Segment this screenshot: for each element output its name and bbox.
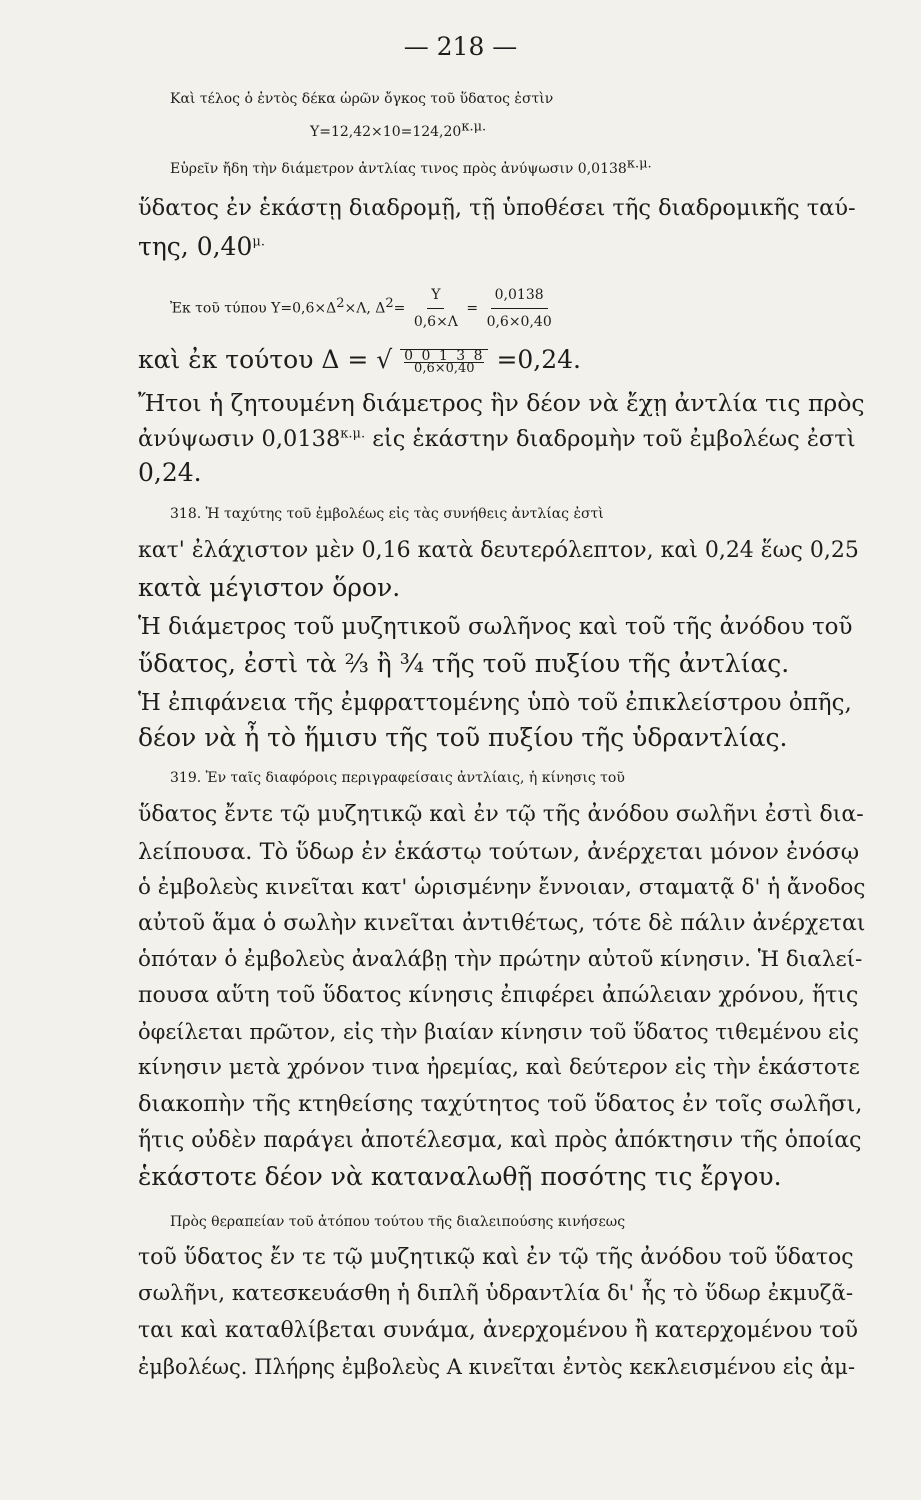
text-span: εἰς ἑκάστην διαδρομὴν τοῦ ἐμβολέως ἐστὶ [365,426,856,452]
text-line: ται καὶ καταθλίβεται συνάμα, ἀνερχομένου ἢ κατερχομένου τοῦ [138,1318,858,1343]
text-line: δέον νὰ ἦ τὸ ἥμισυ τῆς τοῦ πυξίου τῆς ὑδραντλίας. [138,723,788,752]
text-line: ἐμβολέως. Πλήρης ἐμβολεὺς Α κινεῖται ἐντὸς κεκλεισμένου εἰς ἀμ- [138,1355,856,1379]
text-line: ὀφείλεται πρῶτον, εἰς τὴν βιαίαν κίνησιν τοῦ ὕδατος τιθεμένου εἰς [138,1020,859,1044]
radicand [400,349,488,375]
radicand-denominator: 0,6×0,40 [414,360,475,376]
text-line: κατὰ μέγιστον ὅρον. [138,573,401,602]
text-line: Ἡ διάμετρος τοῦ μυζητικοῦ σωλῆνος καὶ τοῦ τῆς ἀνόδου τοῦ [138,614,853,640]
formula-root [138,345,856,375]
page-number: — 218 — [403,32,518,61]
text-line: διακοπὴν τῆς κτηθείσης ταχύτητος τοῦ ὕδατος ἐν τοῖς σωλῆσι, [138,1091,863,1117]
radicand-numerator: 0 0 1 3 8 [404,347,485,364]
fraction [483,282,556,335]
exponent: 2 [385,295,394,311]
formula-text: καὶ ἐκ τούτου Δ = √ [138,345,393,374]
text-line: κατ' ἐλάχιστον μὲν 0,16 κατὰ δευτερόλεπτον, καὶ 0,24 ἕως 0,25 [138,538,859,563]
text-line: ὁ ἐμβολεὺς κινεῖται κατ' ὡρισμένην ἔννοιαν, σταματᾷ δ' ἡ ἄνοδος [138,875,866,900]
fraction-denominator: 0,6×Λ [413,314,458,330]
text-span: Εὑρεῖν ἤδη τὴν διάμετρον ἀντλίας τινος πρὸς ἀνύψωσιν 0,0138 [170,161,627,177]
text-line: Πρὸς θεραπείαν τοῦ ἀτόπου τούτου τῆς διαλειπούσης κινήσεως [170,1214,626,1230]
unit-superscript: κ.μ. [340,426,366,442]
formula-text: Ἐκ τοῦ τύπου Υ=0,6×Δ [170,300,337,317]
unit-superscript: κ.μ. [461,119,487,135]
text-line: πουσα αὕτη τοῦ ὕδατος κίνησις ἐπιφέρει ἀπώλειαν χρόνου, ἥτις [138,983,859,1008]
text-line: ἑκάστοτε δέον νὰ καταναλωθῇ ποσότης τις ἔργου. [138,1162,782,1191]
unit-superscript: μ. [252,234,265,250]
text-line: ὁπόταν ὁ ἐμβολεὺς ἀναλάβῃ τὴν πρώτην αὐτοῦ κίνησιν. Ἡ διαλεί- [138,947,863,972]
formula-diameter [170,282,888,335]
text-line: Καὶ τέλος ὁ ἐντὸς δέκα ὡρῶν ὄγκος τοῦ ὕδατος ἐστὶν [170,91,554,107]
text-line [170,154,888,184]
fraction-numerator: Υ [427,282,444,309]
fraction-numerator: 0,0138 [491,282,548,309]
text-line: Ἤτοι ἡ ζητουμένη διάμετρος ἣν δέον νὰ ἔχῃ ἀντλία τις πρὸς [138,389,865,417]
formula-result: =0,24. [496,345,581,374]
volume-equation [310,117,921,147]
text-line: κίνησιν μετὰ χρόνον τινα ἠρεμίας, καὶ δεύτερον εἰς τὴν ἑκάστοτε [138,1055,860,1080]
text-span: ἀνύψωσιν 0,0138 [138,426,341,452]
text-line: λείπουσα. Τὸ ὕδωρ ἐν ἑκάστῳ τούτων, ἀνέρχεται μόνον ἐνόσῳ [138,839,860,865]
formula-text: ×Λ, Δ [344,300,386,317]
text-line: ἥτις οὐδὲν παράγει ἀποτέλεσμα, καὶ πρὸς ἀπόκτησιν τῆς ὁποίας [138,1128,862,1153]
text-line: ὕδατος, ἐστὶ τὰ ⅔ ἢ ¾ τῆς τοῦ πυξίου τῆς ἀντλίας. [138,649,790,678]
fraction-denominator: 0,6×0,40 [486,314,552,330]
equation-text: Υ=12,42×10=124,20 [310,124,462,140]
text-line: Ἡ ἐπιφάνεια τῆς ἐμφραττομένης ὑπὸ τοῦ ἐπικλείστρου ὀπῆς, [138,690,852,716]
text-line [138,424,856,454]
text-line: τοῦ ὕδατος ἔν τε τῷ μυζητικῷ καὶ ἐν τῷ τῆς ἀνόδου τοῦ ὕδατος [138,1245,854,1270]
text-line: αὐτοῦ ἅμα ὁ σωλὴν κινεῖται ἀντιθέτως, τότε δὲ πάλιν ἀνέρχεται [138,911,866,936]
text-span: της, 0,40 [138,232,253,261]
exponent: 2 [336,295,345,311]
text-line: 318. Ἡ ταχύτης τοῦ ἐμβολέως εἰς τὰς συνήθεις ἀντλίας ἐστὶ [170,506,604,522]
text-line: ὕδατος ἐν ἑκάστῃ διαδρομῇ, τῇ ὑποθέσει τῆς διαδρομικῆς ταύ- [138,195,856,221]
text-line [138,232,856,262]
text-line: ὕδατος ἔντε τῷ μυζητικῷ καὶ ἐν τῷ τῆς ἀνόδου σωλῆνι ἐστὶ δια- [138,802,864,827]
text-line: 0,24. [138,458,202,487]
text-line: 319. Ἐν ταῖς διαφόροις περιγραφείσαις ἀντλίαις, ἡ κίνησις τοῦ [170,770,625,786]
fraction [410,282,462,335]
text-line: σωλῆνι, κατεσκευάσθη ἡ διπλῆ ὑδραντλία δι' ἧς τὸ ὕδωρ ἐκμυζᾶ- [138,1281,854,1306]
equals-sign: = [466,300,479,317]
unit-superscript: κ.μ. [626,156,652,172]
equals-sign: = [393,300,406,317]
